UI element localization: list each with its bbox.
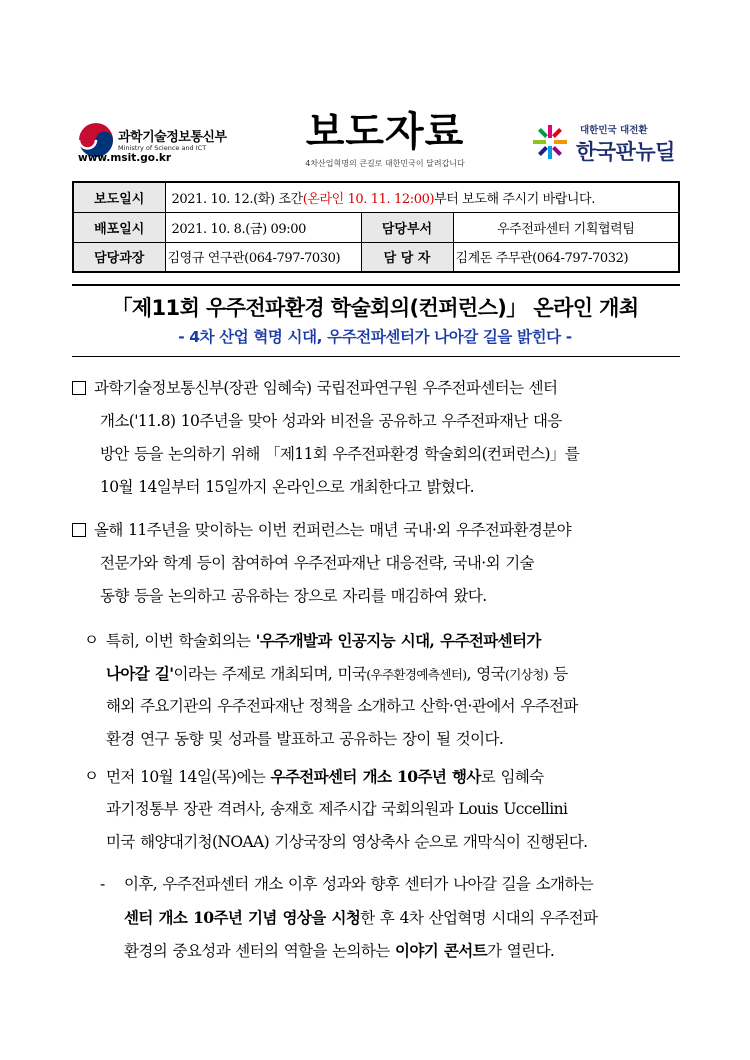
p5-concert-bold: 이야기 콘서트 [394,941,488,960]
distribution-row [73,212,679,242]
p5-line-3-text: 환경의 중요성과 센터의 역할을 논의하는 [124,942,395,960]
paragraph-4 [84,760,694,859]
square-bullet-icon [72,523,86,537]
new-deal-title: 한국판뉴딜 [576,140,675,164]
p5-line-2-text: 한 후 4차 산업혁명 시대의 우주전파 [360,909,598,927]
department-label: 담당부서 [361,212,453,242]
ministry-url[interactable]: www.msit.go.kr [78,152,172,164]
headline-subtitle: - 4차 산업 혁명 시대, 우주전파센터가 나아갈 길을 밝힌다 - [178,328,572,346]
p3-uk-org: (기상청) [505,667,548,682]
page-title: 보도자료 [305,109,465,155]
p3-line-3: 해외 주요기관의 우주전파재난 정책을 소개하고 산학·연·관에서 우주전파 [106,697,578,715]
headline-top-rule [72,284,680,286]
p3-line-2 [84,657,694,690]
circle-bullet-icon: ㅇ [84,631,99,649]
paragraph-3 [84,624,694,756]
p1-line-2: 개소('11.8) 10주년을 맞아 성과와 비전을 공유하고 우주전파재난 대응 [100,412,562,430]
p1-line-3: 방안 등을 논의하기 위해 「제11회 우주전파환경 학술회의(컨퍼런스)」를 [100,445,580,463]
release-date-value [165,182,679,212]
circle-bullet-icon: ㅇ [84,767,99,785]
slogan: 4차산업혁명의 큰길로 대한민국이 달려갑니다 [305,159,465,168]
p5-line-2 [100,901,695,934]
square-bullet-icon [72,381,86,395]
p4-line-1-end: 로 임혜숙 [480,768,544,786]
headline-bottom-rule [72,356,680,357]
release-info-table [72,181,680,273]
page-header [0,0,750,180]
distribution-date-label: 배포일시 [73,212,165,242]
dash-bullet-icon: - [100,875,105,893]
p4-line-2: 과기정통부 장관 격려사, 송재호 제주시갑 국회의원과 Louis Uccellini [106,800,568,818]
p3-line-2-end: 등 [547,665,568,683]
distribution-date-value: 2021. 10. 8.(금) 09:00 [165,212,361,242]
contact-row [73,242,679,272]
korean-new-deal-logo [532,118,692,168]
paragraph-5 [100,868,695,967]
p5-line-1: 이후, 우주전파센터 개소 이후 성과와 향후 센터가 나아갈 길을 소개하는 [124,875,594,893]
p3-theme-bold-end: 나아갈 길' [106,664,174,683]
p3-line-4: 환경 연구 동향 및 성과를 발표하고 공유하는 장이 될 것이다. [106,730,504,748]
contact-value: 김계돈 주무관(064-797-7032) [453,242,679,272]
p5-video-bold: 센터 개소 10주년 기념 영상을 시청 [124,908,361,927]
department-value: 우주전파센터 기획협력팀 [453,212,679,242]
p3-us-org: (우주환경예측센터) [366,667,467,682]
p4-line-1-text: 먼저 10월 14일(목)에는 [106,768,271,786]
p2-line-2: 전문가와 학계 등이 참여하여 우주전파재난 대응전략, 국내·외 기술 [100,554,535,572]
p3-line-1-text: 특히, 이번 학술회의는 [106,632,256,650]
p1-line-1: 과학기술정보통신부(장관 임혜숙) 국립전파연구원 우주전파센터는 센터 [94,379,558,397]
manager-value: 김영규 연구관(064-797-7030) [165,242,361,272]
ministry-name: 과학기술정보통신부 [118,130,227,145]
new-deal-star-icon [532,124,568,160]
ministry-english-name: Ministry of Science and ICT [118,144,207,152]
p3-line-1 [84,624,694,657]
p4-line-1 [84,760,694,793]
release-row [73,182,679,212]
release-date-suffix: 부터 보도해 주시기 바랍니다. [434,191,595,207]
p3-line-2-uk: , 영국 [466,665,505,683]
release-date-prefix: 2021. 10. 12.(화) 조간 [171,191,303,207]
p4-line-3: 미국 해양대기청(NOAA) 기상국장의 영상축사 순으로 개막식이 진행된다. [106,833,588,851]
p4-event-bold: 우주전파센터 개소 10주년 행사 [270,767,481,786]
paragraph-1 [72,372,692,504]
new-deal-tagline: 대한민국 대전환 [580,125,648,136]
contact-label: 담 당 자 [361,242,453,272]
ministry-logo [78,122,278,167]
p2-line-3: 동향 등을 논의하고 공유하는 장으로 자리를 매김하여 왔다. [100,587,487,605]
p2-line-1: 올해 11주년을 맞이하는 이번 컨퍼런스는 매년 국내·외 우주전파환경분야 [94,521,571,539]
headline-title: 「제11회 우주전파환경 학술회의(컨퍼런스)」 온라인 개최 [111,296,639,320]
p5-line-3 [100,934,695,967]
paragraph-2 [72,514,692,613]
p3-line-2-text: 이라는 주제로 개최되며, 미국 [173,665,367,683]
p3-theme-bold: '우주개발과 인공지능 시대, 우주전파센터가 [255,631,541,650]
release-date-online: (온라인 10. 11. 12:00) [302,191,435,207]
p5-line-3-end: 가 열린다. [487,942,555,960]
manager-label: 담당과장 [73,242,165,272]
p1-line-4: 10월 14일부터 15일까지 온라인으로 개최한다고 밝혔다. [100,478,474,496]
release-date-label: 보도일시 [73,182,165,212]
